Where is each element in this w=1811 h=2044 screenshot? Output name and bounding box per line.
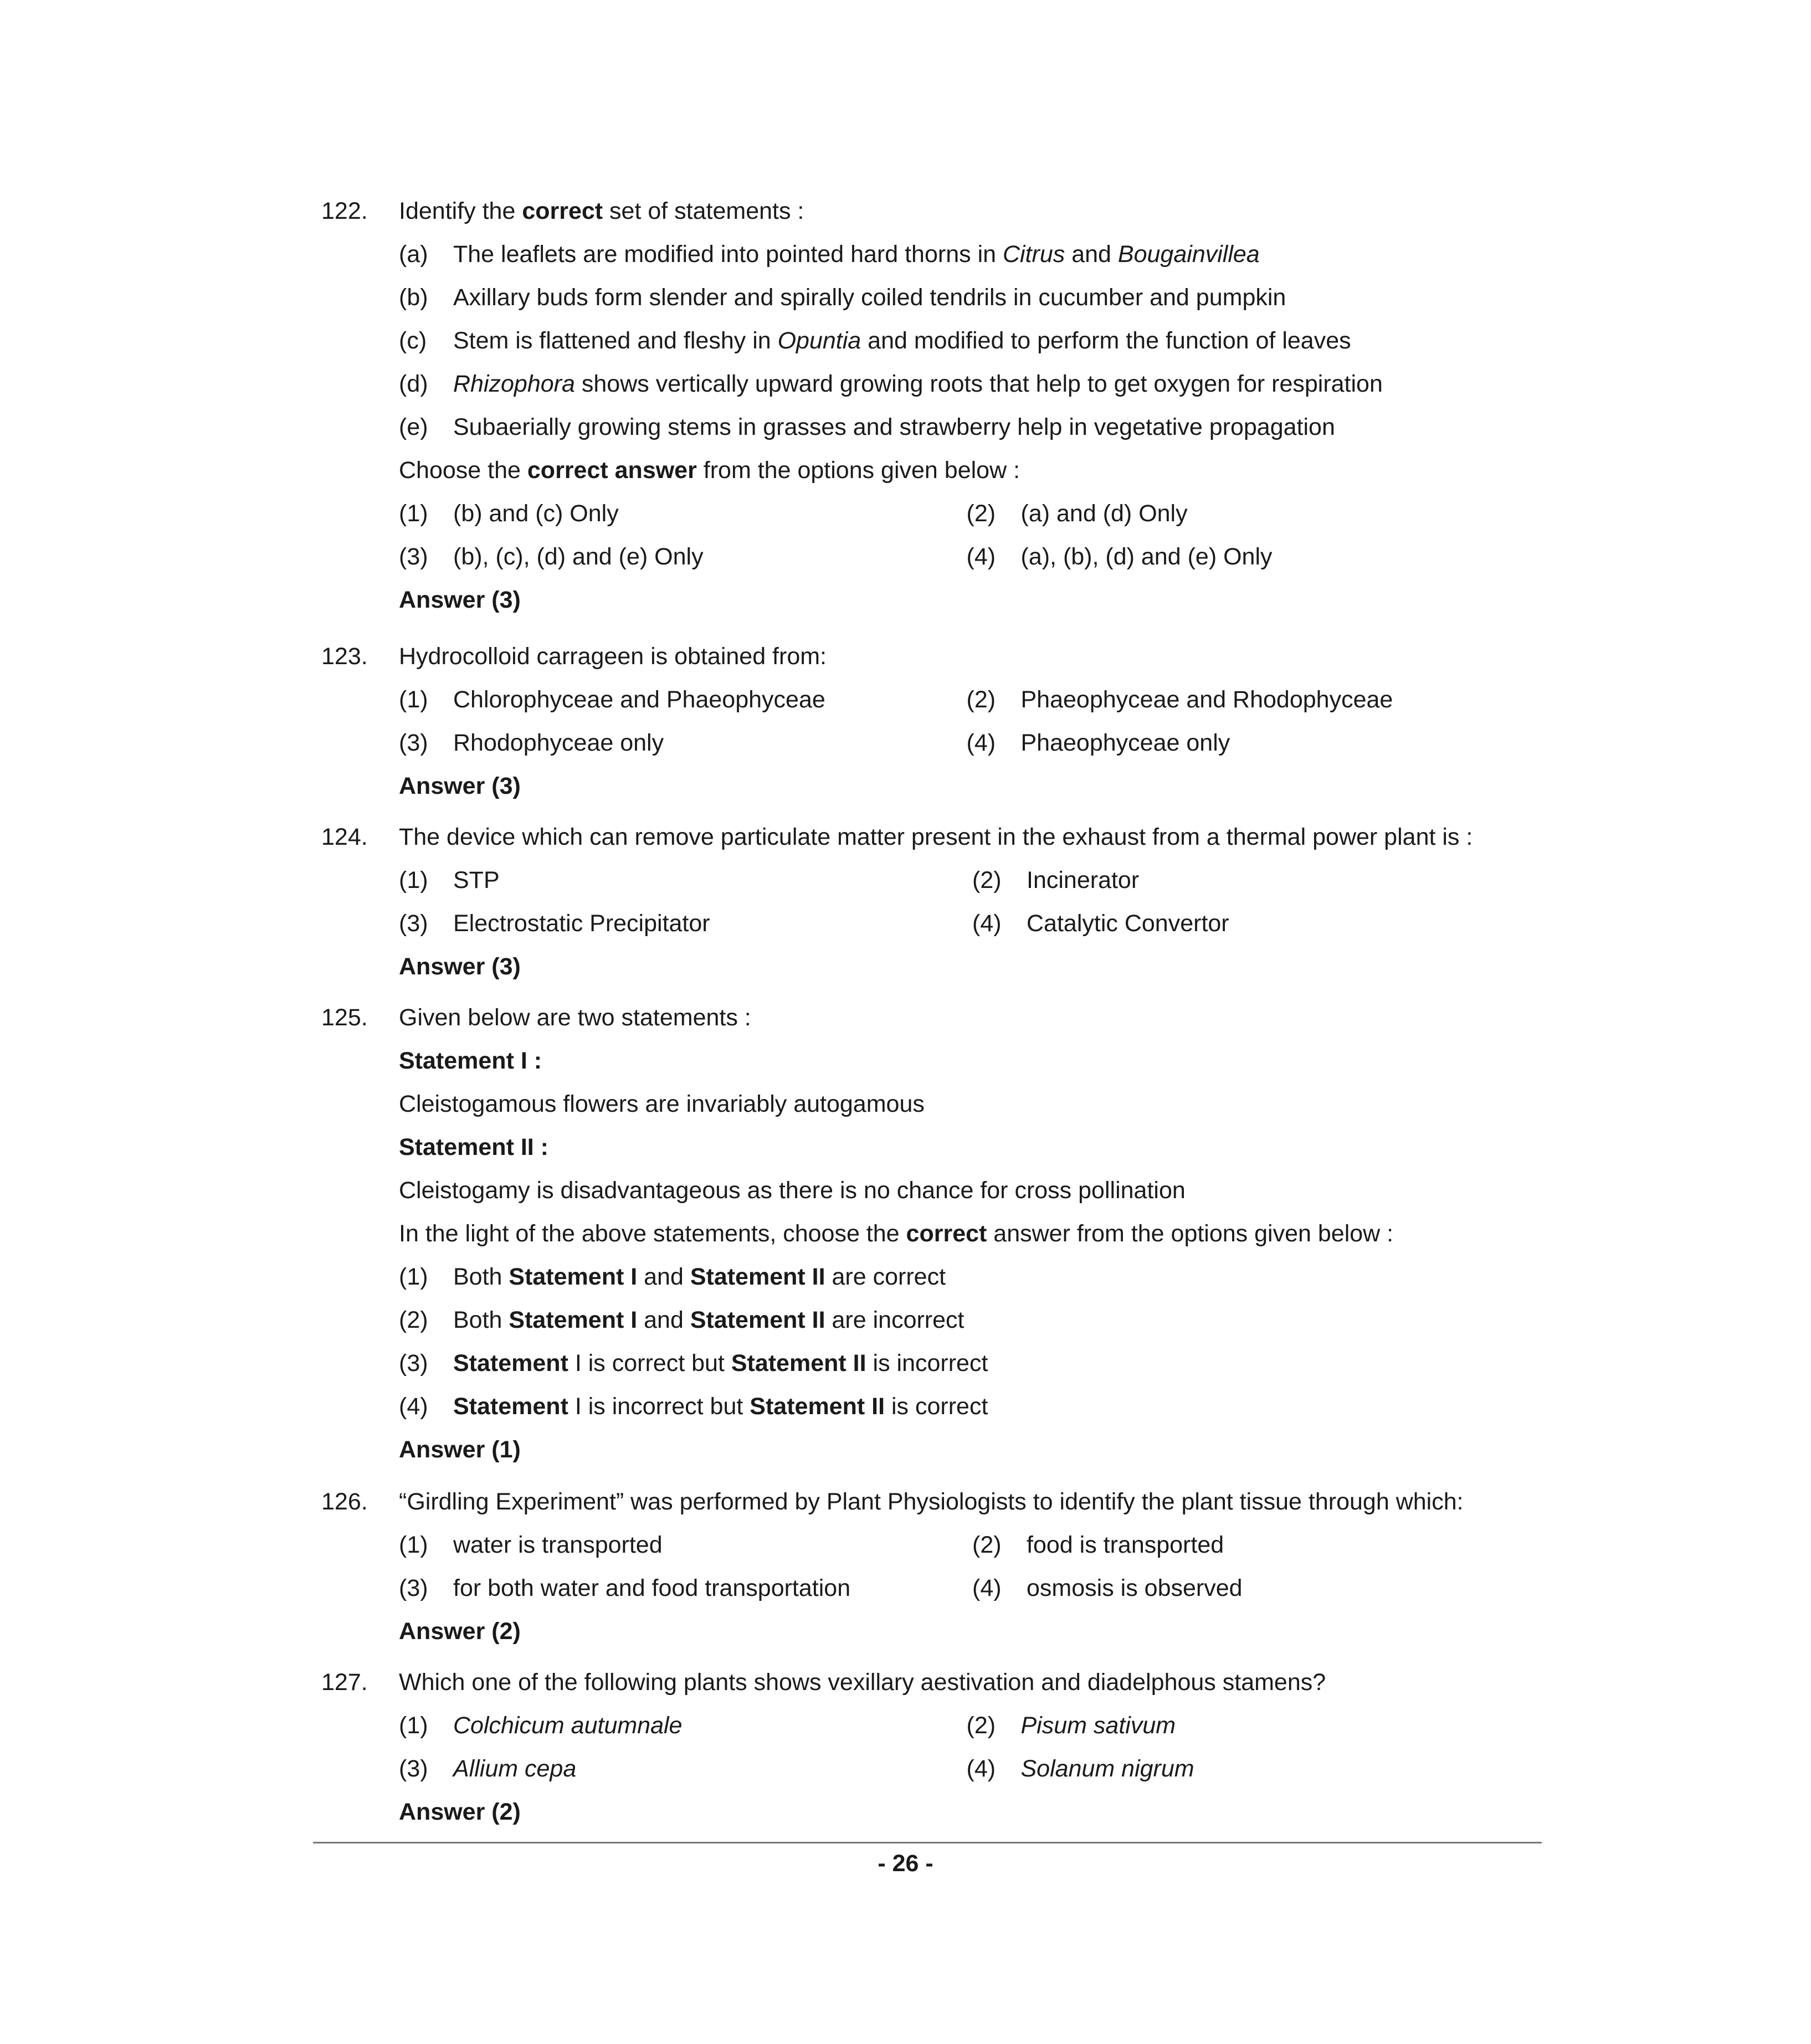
option-2: (2) (a) and (d) Only [966,500,1188,527]
option-4: (4) Statement I is incorrect but Statement II is correct [399,1393,988,1420]
option-3: (3) Electrostatic Precipitator [399,910,710,937]
question-number: 127. [321,1669,368,1696]
question-stem: Hydrocolloid carrageen is obtained from: [399,643,827,670]
question-127 [321,1661,1534,1834]
option-3: (3) Allium cepa [399,1755,577,1782]
statement-b: (b) Axillary buds form slender and spirally coiled tendrils in cucumber and pumpkin [399,284,1286,311]
question-124 [321,815,1600,988]
option-2: (2) Both Statement I and Statement II are incorrect [399,1307,965,1333]
option-4: (4) Solanum nigrum [966,1755,1194,1782]
choose-instruction: In the light of the above statements, choose the correct answer from the options given below : [399,1220,1394,1247]
option-3: (3) Statement I is correct but Statement II is incorrect [399,1350,988,1377]
question-number: 124. [321,824,368,850]
question-122 [321,189,1534,622]
question-number: 122. [321,198,368,224]
option-2: (2) food is transported [972,1532,1224,1558]
statement-1-heading: Statement I : [399,1047,542,1074]
question-125 [321,996,1534,1471]
answer: Answer (3) [399,953,521,980]
answer: Answer (1) [399,1436,521,1463]
option-3: (3) for both water and food transportation [399,1575,851,1601]
option-1: (1) Chlorophyceae and Phaeophyceae [399,686,825,713]
statement-2-text: Cleistogamy is disadvantageous as there is no chance for cross pollination [399,1177,1186,1204]
question-number: 123. [321,643,368,670]
question-number: 125. [321,1004,368,1031]
footer-divider [313,1842,1542,1843]
option-1: (1) water is transported [399,1532,663,1558]
answer: Answer (3) [399,773,521,799]
option-2: (2) Incinerator [972,867,1140,893]
option-3: (3) (b), (c), (d) and (e) Only [399,543,704,570]
statement-1-text: Cleistogamous flowers are invariably autogamous [399,1091,925,1117]
question-stem: The device which can remove particulate matter present in the exhaust from a thermal power plant is : [399,824,1473,850]
option-4: (4) (a), (b), (d) and (e) Only [966,543,1273,570]
option-4: (4) osmosis is observed [972,1575,1243,1601]
answer: Answer (2) [399,1799,521,1825]
option-1: (1) Both Statement I and Statement II are correct [399,1264,946,1290]
option-1: (1) STP [399,867,500,893]
answer: Answer (2) [399,1618,521,1645]
option-4: (4) Phaeophyceae only [966,730,1230,756]
question-number: 126. [321,1488,368,1515]
question-stem: Which one of the following plants shows vexillary aestivation and diadelphous stamens? [399,1669,1326,1696]
question-stem: Identify the correct set of statements : [399,198,804,224]
page-number: - 26 - [878,1850,933,1877]
statement-c: (c) Stem is flattened and fleshy in Opuntia and modified to perform the function of leaves [399,327,1351,354]
question-stem: “Girdling Experiment” was performed by Plant Physiologists to identify the plant tissue through which: [399,1488,1464,1515]
option-2: (2) Pisum sativum [966,1712,1176,1739]
statement-e: (e) Subaerially growing stems in grasses and strawberry help in vegetative propagation [399,414,1335,440]
question-123 [321,635,1534,808]
answer: Answer (3) [399,587,521,613]
option-4: (4) Catalytic Convertor [972,910,1229,937]
question-126 [321,1480,1600,1653]
option-1: (1) (b) and (c) Only [399,500,619,527]
choose-instruction: Choose the correct answer from the options given below : [399,457,1020,484]
option-1: (1) Colchicum autumnale [399,1712,683,1739]
statement-a: (a) The leaflets are modified into pointed hard thorns in Citrus and Bougainvillea [399,241,1260,268]
statement-d: (d) Rhizophora shows vertically upward growing roots that help to get oxygen for respiration [399,371,1383,397]
option-3: (3) Rhodophyceae only [399,730,664,756]
option-2: (2) Phaeophyceae and Rhodophyceae [966,686,1393,713]
statement-2-heading: Statement II : [399,1134,548,1160]
question-stem: Given below are two statements : [399,1004,751,1031]
